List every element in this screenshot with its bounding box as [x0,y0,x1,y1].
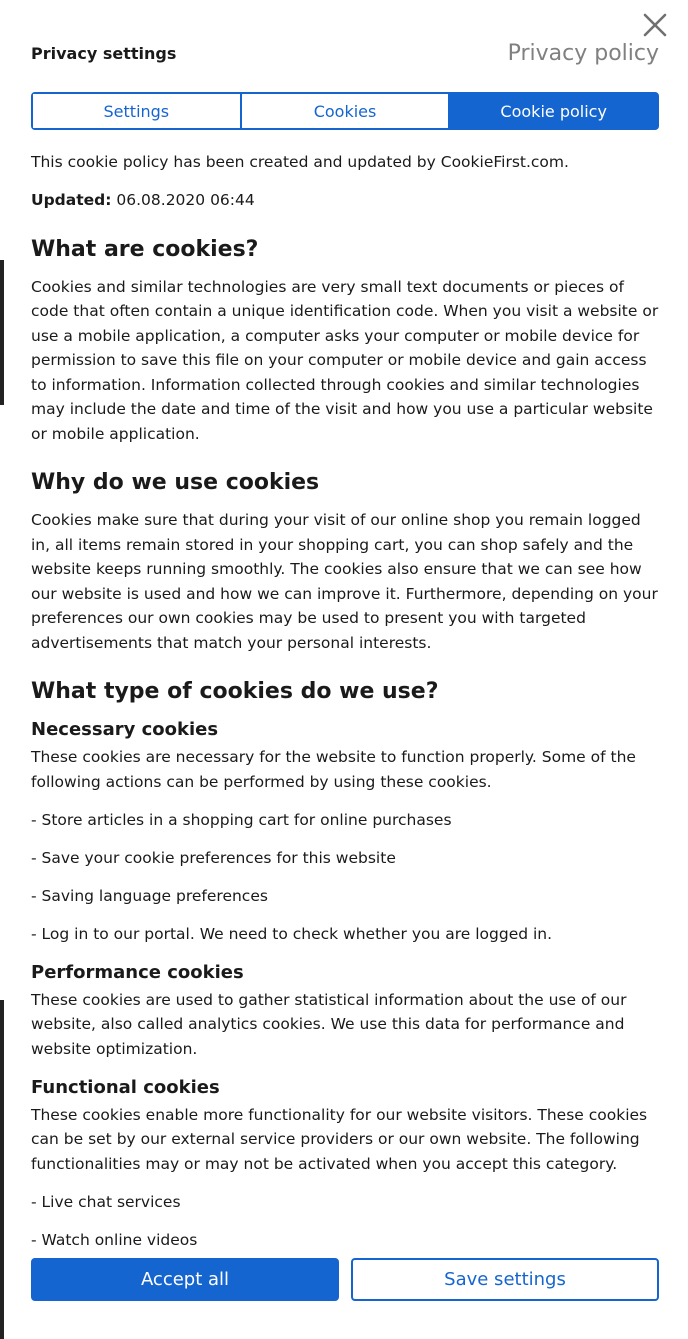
cookie-policy-content[interactable] [31,150,663,1249]
text-performance-cookies: These cookies are used to gather statistical information about the use of our website, also called analytics cookies. We use this data for performance and website optimization. [31,990,627,1058]
heading-what-type-cookies: What type of cookies do we use? [31,679,439,704]
list-item: - Save your cookie preferences for this website [31,848,396,867]
updated-value: 06.08.2020 06:44 [116,191,255,209]
text-why-use-cookies: Cookies make sure that during your visit of our online shop you remain logged in, all items remain stored in your shopping cart, you can shop safely and the website keeps running smoothly. The cookies also ensure that we can see how our website is used and how we can improve it. Furthermore, depending on your preferences our own cookies may be used to present you with targeted advertisements that match your personal interests. [31,511,658,652]
tab-settings[interactable]: Settings [33,94,240,128]
privacy-settings-dialog [4,0,684,1339]
tab-cookies[interactable]: Cookies [240,94,449,128]
text-necessary-cookies: These cookies are necessary for the website to function properly. Some of the following actions can be performed by using these cookies. [31,748,636,791]
heading-why-use-cookies: Why do we use cookies [31,470,320,495]
privacy-policy-link[interactable]: Privacy policy [507,41,659,66]
list-item: - Saving language preferences [31,886,268,905]
policy-intro: This cookie policy has been created and updated by CookieFirst.com. [31,153,569,171]
list-item: - Store articles in a shopping cart for online purchases [31,810,452,829]
text-what-are-cookies: Cookies and similar technologies are very small text documents or pieces of code that often contain a unique identification code. When you visit a website or use a mobile application, a computer asks your computer or mobile device for permission to save this file on your computer or mobile device and gain access to information. Information collected through cookies and similar technologies may include the date and time of the visit and how you use a particular website or mobile application. [31,277,659,443]
tab-bar [31,92,659,130]
list-item: - Log in to our portal. We need to check whether you are logged in. [31,924,553,943]
accept-all-button[interactable]: Accept all [31,1258,339,1301]
dialog-title: Privacy settings [31,44,177,63]
list-item: - Watch online videos [31,1230,198,1249]
heading-performance-cookies: Performance cookies [31,961,244,983]
list-item: - Live chat services [31,1192,181,1211]
text-functional-cookies: These cookies enable more functionality for our website visitors. These cookies can be set by our external service providers or our own website. The following functionalities may or may not be activated when you accept this category. [31,1105,648,1173]
updated-line [31,188,663,213]
heading-functional-cookies: Functional cookies [31,1076,220,1098]
save-settings-button[interactable]: Save settings [351,1258,659,1301]
updated-label: Updated: [31,191,112,209]
tab-cookie-policy[interactable]: Cookie policy [448,94,657,128]
close-icon [640,10,670,40]
dialog-footer [31,1258,659,1301]
heading-necessary-cookies: Necessary cookies [31,719,219,740]
close-button[interactable] [640,10,670,40]
heading-what-are-cookies: What are cookies? [31,236,259,262]
